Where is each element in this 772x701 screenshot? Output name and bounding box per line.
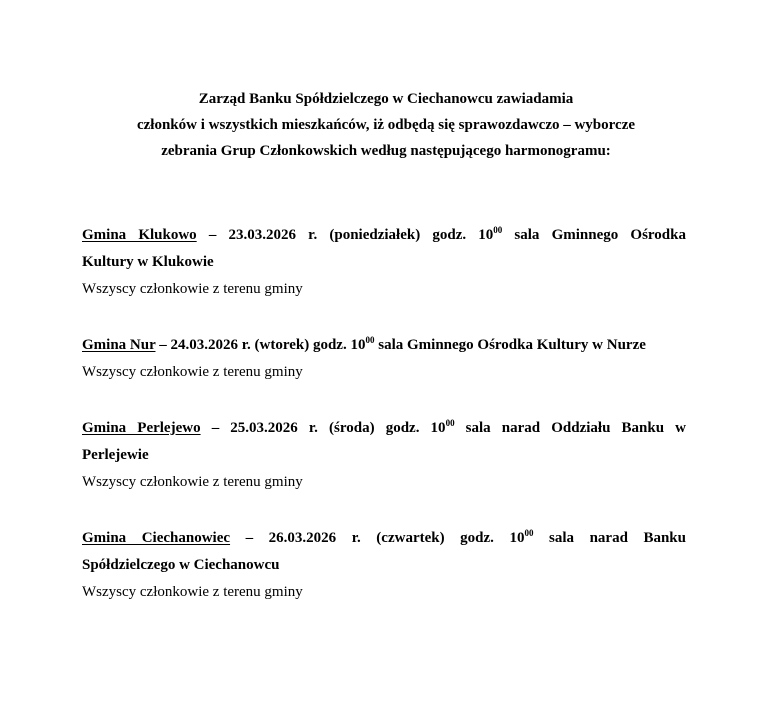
- entry-details: [82, 525, 686, 579]
- date-time-text: – 26.03.2026 r. (czwartek) godz. 10: [245, 530, 525, 546]
- place-name: Gmina Ciechanowiec: [82, 530, 231, 546]
- time-minutes-superscript: 00: [445, 418, 455, 428]
- venue-text: sala Gminnego Ośrodka: [502, 227, 686, 243]
- entry-details-line-1: [82, 332, 686, 359]
- entry-details-line-1: [82, 525, 686, 552]
- venue-text: sala narad Oddziału Banku w: [454, 420, 686, 436]
- header-line-1: Zarząd Banku Spółdzielczego w Ciechanowcu zawiadamia: [198, 91, 574, 107]
- entry-details: [82, 222, 686, 276]
- entry-note: Wszyscy członkowie z terenu gminy: [82, 474, 303, 490]
- entry-note: Wszyscy członkowie z terenu gminy: [82, 584, 303, 600]
- time-minutes-superscript: 00: [493, 225, 503, 235]
- place-name: Gmina Klukowo: [82, 227, 197, 243]
- schedule-entry-klukowo: [82, 222, 686, 303]
- entry-details-line-2: Kultury w Klukowie: [82, 254, 214, 270]
- entry-details-line-1: [82, 415, 686, 442]
- venue-text: sala narad Banku: [533, 530, 686, 546]
- header-line-2: członków i wszystkich mieszkańców, iż odbędą się sprawozdawczo – wyborcze: [136, 117, 636, 133]
- venue-text: sala Gminnego Ośrodka Kultury w Nurze: [374, 337, 646, 353]
- entry-details-line-2: Perlejewie: [82, 447, 149, 463]
- schedule-entry-ciechanowiec: [82, 525, 686, 606]
- time-minutes-superscript: 00: [524, 528, 534, 538]
- date-time-text: – 24.03.2026 r. (wtorek) godz. 10: [155, 337, 366, 353]
- entry-note: Wszyscy członkowie z terenu gminy: [82, 281, 303, 297]
- header-line-3: zebrania Grup Członkowskich według następującego harmonogramu:: [161, 143, 611, 159]
- schedule-entry-perlejewo: [82, 415, 686, 496]
- date-time-text: – 25.03.2026 r. (środa) godz. 10: [211, 420, 446, 436]
- date-time-text: – 23.03.2026 r. (poniedziałek) godz. 10: [208, 227, 494, 243]
- entry-details-line-1: [82, 222, 686, 249]
- entry-note: Wszyscy członkowie z terenu gminy: [82, 364, 303, 380]
- schedule-entry-nur: [82, 332, 686, 386]
- entry-details-line-2: Spółdzielczego w Ciechanowcu: [82, 557, 280, 573]
- entry-details: [82, 332, 686, 359]
- place-name: Gmina Perlejewo: [82, 420, 201, 436]
- announcement-header: [0, 86, 772, 164]
- time-minutes-superscript: 00: [365, 335, 375, 345]
- place-name: Gmina Nur: [82, 337, 156, 353]
- entry-details: [82, 415, 686, 469]
